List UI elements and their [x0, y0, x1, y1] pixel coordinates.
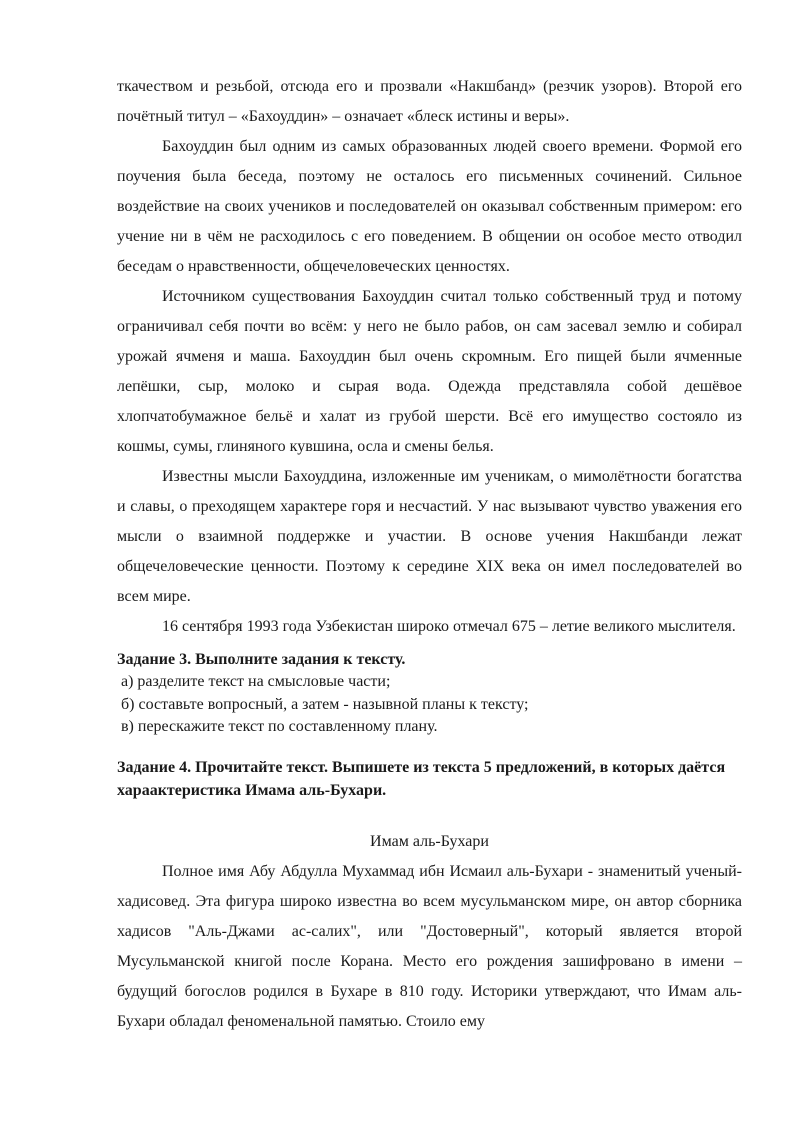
task-3-item: а) разделите текст на смысловые части; [121, 673, 391, 690]
article-paragraph: Полное имя Абу Абдулла Мухаммад ибн Исмаил аль-Бухари - знаменитый ученый-хадисовед. Эта фигура широко известна во всем мусульманском мире, он автор сборника хадисов "Аль-Джами ас-салих", или "Достоверный", который является второй Мусульманской книгой после Корана. Место его рождения зашифровано в имени – будущий богослов родился в Бухаре в 810 году. Историки утверждают, что Имам аль-Бухари обладал феноменальной памятью. Стоило ему [117, 862, 742, 1030]
task-3-item: б) составьте вопросный, а затем - назывной планы к тексту; [121, 695, 529, 713]
paragraph-anniversary: 16 сентября 1993 года Узбекистан широко отмечал 675 – летие великого мыслителя. [162, 618, 736, 635]
task-3-heading: Задание 3. Выполните задания к тексту. [117, 651, 406, 668]
paragraph-lifestyle: Источником существования Бахоуддин считал только собственный труд и потому ограничивал себя почти во всём: у него не было рабов, он сам засевал землю и собирал урожай ячменя и маша. Бахоуддин был очень скромным. Его пищей были ячменные лепёшки, сыр, молоко и сырая вода. Одежда представляла собой дешёвое хлопчатобумажное бельё и халат из грубой шерсти. Всё его имущество состояло из кошмы, сумы, глиняного кувшина, осла и смены белья. [117, 288, 742, 455]
task-3-item: в) перескажите текст по составленному плану. [121, 718, 438, 735]
paragraph-teachings: Известны мысли Бахоуддина, изложенные им ученикам, о мимолётности богатства и славы, о преходящем характере горя и несчастий. У нас вызывают чувство уважения его мысли о взаимной поддержке и участии. В основе учения Накшбанди лежат общечеловеческие ценности. Поэтому к середине XIX века он имел последователей во всем мире. [117, 468, 742, 605]
article-title: Имам аль-Бухари [370, 832, 489, 850]
task-4-heading: Задание 4. Прочитайте текст. Выпишете из текста 5 предложений, в которых даётся хараактеристика Имама аль-Бухари. [117, 758, 726, 799]
document-page [117, 72, 742, 1037]
paragraph-title-origin: ткачеством и резьбой, отсюда его и прозвали «Накшбанд» (резчик узоров). Второй его почётный титул – «Бахоуддин» – означает «блеск истины и веры». [117, 78, 742, 125]
task-3-list [117, 671, 742, 739]
paragraph-education: Бахоуддин был одним из самых образованных людей своего времени. Формой его поучения была беседа, поэтому не осталось его письменных сочинений. Сильное воздействие на своих учеников и последователей он оказывал собственным примером: его учение ни в чём не расходилось с его поведением. В общении он особое место отводил беседам о нравственности, общечеловеческих ценностях. [117, 138, 742, 275]
